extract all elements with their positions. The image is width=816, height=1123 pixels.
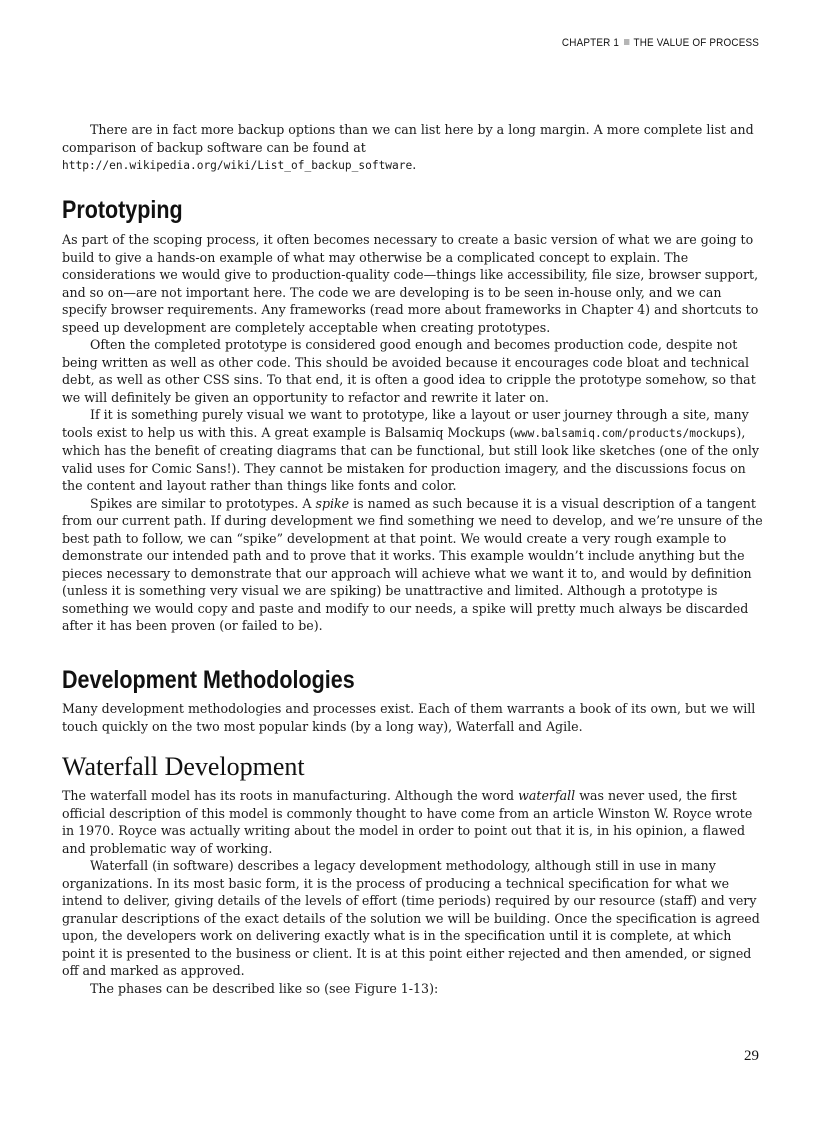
waterfall-heading: Waterfall Development	[62, 752, 305, 781]
spike-term: spike	[315, 495, 350, 511]
waterfall-section	[62, 787, 768, 997]
prototyping-heading: Prototyping	[62, 196, 183, 224]
intro-paragraph: There are in fact more backup options than we can list here by a long margin. A more complete list and comparison of backup software can be found at http://en.wikipedia.org/wiki/List_of_backup_software.	[62, 122, 754, 172]
prototyping-paragraph-1: As part of the scoping process, it often becomes necessary to create a basic version of what we are going to build to give a hands-on example of what may otherwise be a complicated concept to explain. The considerations we would give to production-quality code—things like accessibility, file size, browser support, and so on—are not important here. The code we are developing is to be seen in-house only, and we can specify browser requirements. Any frameworks (read more about frameworks in Chapter 4) and shortcuts to speed up development are completely acceptable when creating prototypes.	[62, 232, 759, 335]
waterfall-paragraph-1: The waterfall model has its roots in manufacturing. Although the word waterfall was never used, the first official description of this model is commonly thought to have come from an article Winston W. Royce wrote in 1970. Royce was actually writing about the model in order to point out that it is, in his opinion, a flawed and problematic way of working.	[62, 788, 753, 856]
page-number: 29	[744, 1048, 759, 1064]
waterfall-paragraph-2: Waterfall (in software) describes a legacy development methodology, although still in use in many organizations. In its most basic form, it is the process of producing a technical specification for what we intend to deliver, giving details of the levels of effort (time periods) required by our resource (staff) and very granular descriptions of the exact details of the solution we will be building. Once the specification is agreed upon, the developers work on delivering exactly what is in the specification until it is complete, at which point it is presented to the business or client. It is at this point either rejected and then amended, or signed off and marked as approved.	[62, 858, 760, 978]
prototyping-paragraph-3: If it is something purely visual we want to prototype, like a layout or user journey through a site, many tools exist to help us with this. A great example is Balsamiq Mockups (www.balsamiq.com/products/mockups), which has the benefit of creating diagrams that can be functional, but still look like sketches (one of the only valid uses for Comic Sans!). They cannot be mistaken for production imagery, and the discussions focus on the content and layout rather than things like fonts and color.	[62, 407, 759, 493]
prototyping-section	[62, 231, 768, 635]
chapter-label: CHAPTER 1	[561, 37, 620, 49]
waterfall-paragraph-3: The phases can be described like so (see Figure 1-13):	[90, 980, 439, 996]
balsamiq-link[interactable]: www.balsamiq.com/products/mockups	[514, 426, 737, 440]
waterfall-term: waterfall	[518, 788, 576, 803]
intro-block	[62, 121, 768, 175]
wikipedia-link[interactable]: http://en.wikipedia.org/wiki/List_of_backup_software	[62, 159, 413, 172]
prototyping-paragraph-4: Spikes are similar to prototypes. A spike is named as such because it is a visual description of a tangent from our current path. If during development we find something we need to develop, and we’re unsure of the best path to follow, we can “spike” development at that point. We would create a very rough example to demonstrate our intended path and to prove that it works. This example wouldn’t include anything but the pieces necessary to demonstrate that our approach will achieve what we want it to, and would by definition (unless it is something very visual we are spiking) be unattractive and limited. Although a prototype is something we would copy and paste and modify to our needs, a spike will pretty much always be discarded after it has been proven (or failed to be).	[62, 495, 763, 633]
header-separator	[624, 39, 629, 45]
methodologies-section	[62, 700, 768, 735]
prototyping-paragraph-2: Often the completed prototype is considered good enough and becomes production code, despite not being written as well as other code. This should be avoided because it encourages code bloat and technical debt, as well as other CSS sins. To that end, it is often a good idea to cripple the prototype somehow, so that we will definitely be given an opportunity to refactor and rewrite it later on.	[62, 337, 756, 405]
methodologies-paragraph: Many development methodologies and processes exist. Each of them warrants a book of its own, but we will touch quickly on the two most popular kinds (by a long way), Waterfall and Agile.	[62, 701, 756, 734]
chapter-title: THE VALUE OF PROCESS	[633, 37, 759, 49]
methodologies-heading: Development Methodologies	[62, 666, 355, 694]
running-header	[562, 37, 759, 49]
